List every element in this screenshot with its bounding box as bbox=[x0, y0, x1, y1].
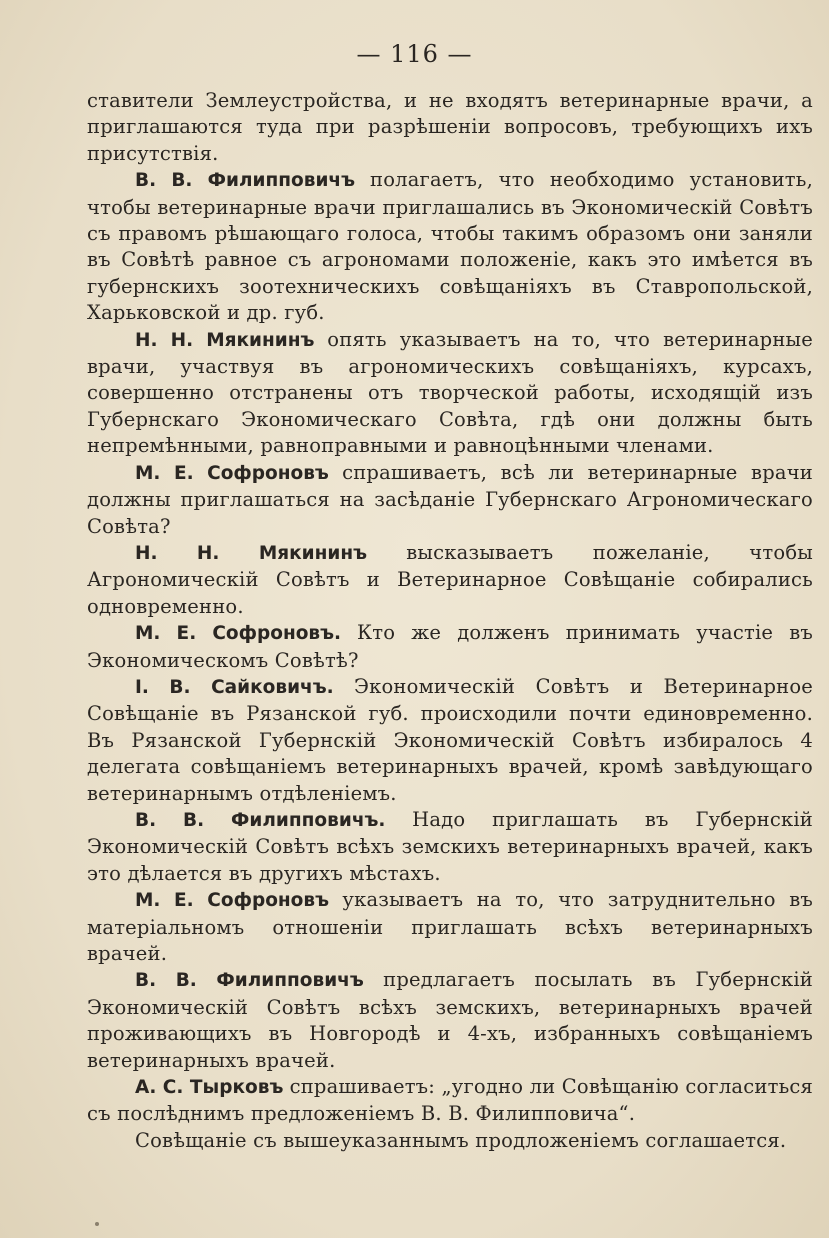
speaker-name: М. Е. Софроновъ bbox=[135, 890, 330, 912]
paragraph-resolution bbox=[87, 1128, 813, 1154]
paragraph-continuation bbox=[87, 88, 813, 167]
paragraph-myakinin-2 bbox=[87, 540, 813, 620]
speaker-name: В. В. Филипповичъ bbox=[135, 970, 364, 992]
speaker-name: В. В. Филипповичъ bbox=[135, 170, 356, 192]
paragraph-text: спрашиваетъ, всѣ ли ветеринарные врачи должны приглашаться на засѣданіе Губернскаго Агрономическаго Совѣта? bbox=[87, 460, 813, 538]
speaker-name: І. В. Сайковичъ. bbox=[135, 676, 334, 698]
paragraph-text: ставители Землеустройства, и не входятъ ветеринарные врачи, а приглашаются туда при разрѣшеніи вопросовъ, требующихъ ихъ присутствія. bbox=[87, 89, 813, 165]
paragraph-text: спрашиваетъ: „угодно ли Совѣщанію согласиться съ послѣднимъ предложеніемъ В. В. Филипповича“. bbox=[87, 1075, 814, 1126]
paper-spot bbox=[95, 1222, 99, 1226]
speaker-name: М. Е. Софроновъ. bbox=[135, 623, 342, 645]
paragraph-filippovich-2 bbox=[87, 807, 813, 887]
speaker-name: Н. Н. Мякининъ bbox=[135, 329, 315, 351]
paragraph-myakinin-1 bbox=[87, 327, 813, 460]
page-text bbox=[87, 88, 813, 1154]
speaker-name: В. В. Филипповичъ. bbox=[135, 809, 386, 831]
speaker-name: А. С. Тырковъ bbox=[135, 1077, 284, 1099]
paragraph-text: высказываетъ пожеланіе, чтобы Агрономическій Совѣтъ и Ветеринарное Совѣщаніе собирались одновременно. bbox=[87, 540, 813, 618]
paragraph-text: предлагаетъ посылать въ Губернскій Экономическій Совѣтъ всѣхъ земскихъ, ветеринарныхъ врачей проживающихъ въ Новгородѣ и 4-хъ, избранныхъ совѣщаніемъ ветеринарныхъ врачей. bbox=[87, 968, 814, 1072]
paragraph-text: полагаетъ, что необходимо установить, чтобы ветеринарные врачи приглашались въ Экономическій Совѣтъ съ правомъ рѣшающаго голоса, чтобы такимъ образомъ они заняли въ Совѣтѣ равное съ агрономами положеніе, какъ это имѣется въ губернскихъ зоотехническихъ совѣщаніяхъ въ Ставропольской, Харьковской и др. губ. bbox=[87, 168, 814, 325]
page-number: — 116 — bbox=[356, 40, 473, 68]
speaker-name: Н. Н. Мякининъ bbox=[135, 542, 368, 564]
speaker-name: М. Е. Софроновъ bbox=[135, 462, 329, 484]
paragraph-text: Совѣщаніе съ вышеуказаннымъ продложеніемъ соглашается. bbox=[135, 1128, 787, 1152]
paragraph-sofronov-3 bbox=[87, 887, 813, 967]
paragraph-tyrkov bbox=[87, 1074, 813, 1128]
paragraph-text: указываетъ на то, что затруднительно въ матеріальномъ отношеніи приглашать всѣхъ ветеринарныхъ врачей. bbox=[87, 888, 814, 965]
paragraph-text: Экономическій Совѣтъ и Ветеринарное Совѣщаніе въ Рязанской губ. происходили почти единовременно. Въ Рязанской Губернскій Экономическій Совѣтъ избиралось 4 делегата совѣщаніемъ ветеринарныхъ врачей, кромѣ завѣдующаго ветеринарнымъ отдѣленіемъ. bbox=[87, 674, 814, 805]
paragraph-text: Кто же долженъ принимать участіе въ Экономическомъ Совѣтѣ? bbox=[87, 621, 814, 672]
paragraph-filippovich-3 bbox=[87, 967, 813, 1074]
paragraph-filippovich-1 bbox=[87, 167, 813, 326]
paragraph-saikovich bbox=[87, 674, 813, 807]
paragraph-text: опять указываетъ на то, что ветеринарные врачи, участвуя въ агрономическихъ совѣщаніяхъ, курсахъ, совершенно отстранены отъ творческой работы, исходящій изъ Губернскаго Экономическаго Совѣта, гдѣ они должны быть непремѣнными, равноправными и равноцѣнными членами. bbox=[87, 327, 814, 458]
paragraph-text: Надо приглашать въ Губернскій Экономическій Совѣтъ всѣхъ земскихъ ветеринарныхъ врачей, какъ это дѣлается въ другихъ мѣстахъ. bbox=[87, 807, 813, 885]
paragraph-sofronov-1 bbox=[87, 460, 813, 540]
paragraph-sofronov-2 bbox=[87, 620, 813, 674]
